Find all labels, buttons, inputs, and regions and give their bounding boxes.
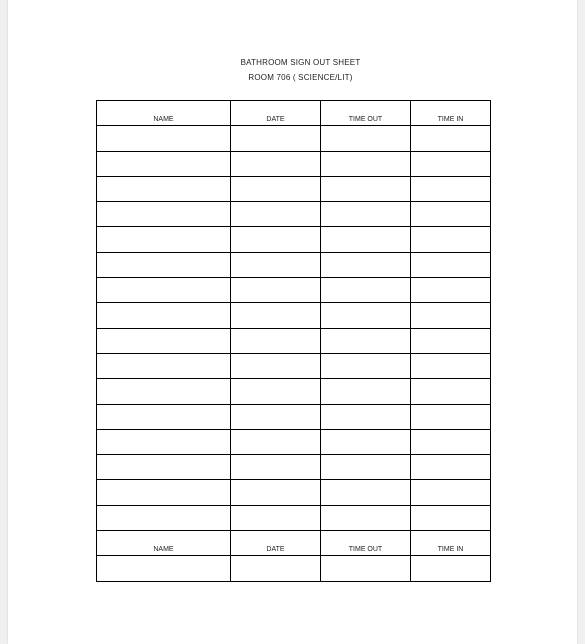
blank-cell-date[interactable]	[231, 505, 321, 530]
blank-cell-date[interactable]	[231, 176, 321, 201]
blank-cell-time-out[interactable]	[321, 176, 411, 201]
blank-cell-date[interactable]	[231, 202, 321, 227]
blank-cell-time-out[interactable]	[321, 353, 411, 378]
blank-cell-time-out[interactable]	[321, 404, 411, 429]
blank-cell-time-in[interactable]	[411, 480, 491, 505]
table-row	[97, 126, 491, 151]
blank-cell-time-in[interactable]	[411, 455, 491, 480]
blank-cell-time-out[interactable]	[321, 455, 411, 480]
table-row	[97, 353, 491, 378]
blank-cell-time-in[interactable]	[411, 429, 491, 454]
header-cell-time-out	[321, 101, 411, 126]
header-label-time-in: TIME IN	[437, 546, 464, 554]
blank-cell-time-out[interactable]	[321, 303, 411, 328]
blank-cell-time-in[interactable]	[411, 328, 491, 353]
table-row	[97, 455, 491, 480]
blank-cell-name[interactable]	[97, 353, 231, 378]
table-row	[97, 480, 491, 505]
header-label-date: DATE	[266, 116, 285, 124]
blank-cell-time-in[interactable]	[411, 202, 491, 227]
blank-cell-date[interactable]	[231, 151, 321, 176]
table-row	[97, 404, 491, 429]
table-row	[97, 252, 491, 277]
blank-cell-time-in[interactable]	[411, 303, 491, 328]
blank-cell-name[interactable]	[97, 176, 231, 201]
header-cell-date	[231, 531, 321, 556]
table-row	[97, 556, 491, 581]
header-row	[97, 101, 491, 126]
blank-cell-date[interactable]	[231, 455, 321, 480]
blank-cell-time-out[interactable]	[321, 227, 411, 252]
header-cell-time-in	[411, 101, 491, 126]
sheet-title: BATHROOM SIGN OUT SHEET	[240, 58, 361, 67]
table-row	[97, 303, 491, 328]
header-label-time-in: TIME IN	[437, 116, 464, 124]
blank-cell-name[interactable]	[97, 328, 231, 353]
blank-cell-time-in[interactable]	[411, 404, 491, 429]
blank-cell-time-in[interactable]	[411, 151, 491, 176]
table-row	[97, 379, 491, 404]
blank-cell-time-out[interactable]	[321, 556, 411, 581]
blank-cell-time-out[interactable]	[321, 151, 411, 176]
header-label-name: NAME	[153, 116, 174, 124]
blank-cell-time-in[interactable]	[411, 176, 491, 201]
header-label-time-out: TIME OUT	[348, 546, 383, 554]
blank-cell-date[interactable]	[231, 429, 321, 454]
blank-cell-time-in[interactable]	[411, 227, 491, 252]
blank-cell-name[interactable]	[97, 126, 231, 151]
blank-cell-date[interactable]	[231, 126, 321, 151]
blank-cell-name[interactable]	[97, 303, 231, 328]
table-row	[97, 227, 491, 252]
header-label-time-out: TIME OUT	[348, 116, 383, 124]
blank-cell-time-out[interactable]	[321, 328, 411, 353]
blank-cell-name[interactable]	[97, 429, 231, 454]
blank-cell-time-out[interactable]	[321, 126, 411, 151]
sheet-subtitle: ROOM 706 ( SCIENCE/LIT)	[248, 73, 353, 82]
blank-cell-date[interactable]	[231, 252, 321, 277]
sign-out-table	[96, 100, 491, 582]
blank-cell-name[interactable]	[97, 379, 231, 404]
header-cell-name	[97, 531, 231, 556]
blank-cell-time-in[interactable]	[411, 126, 491, 151]
table-row	[97, 505, 491, 530]
blank-cell-name[interactable]	[97, 455, 231, 480]
blank-cell-time-out[interactable]	[321, 429, 411, 454]
header-cell-time-out	[321, 531, 411, 556]
blank-cell-date[interactable]	[231, 278, 321, 303]
blank-cell-time-in[interactable]	[411, 556, 491, 581]
blank-cell-time-out[interactable]	[321, 505, 411, 530]
blank-cell-date[interactable]	[231, 379, 321, 404]
blank-cell-name[interactable]	[97, 278, 231, 303]
blank-cell-name[interactable]	[97, 151, 231, 176]
blank-cell-date[interactable]	[231, 227, 321, 252]
blank-cell-name[interactable]	[97, 556, 231, 581]
blank-cell-time-out[interactable]	[321, 252, 411, 277]
blank-cell-name[interactable]	[97, 202, 231, 227]
blank-cell-name[interactable]	[97, 505, 231, 530]
table-row	[97, 278, 491, 303]
blank-cell-time-in[interactable]	[411, 252, 491, 277]
table-row	[97, 151, 491, 176]
header-label-date: DATE	[266, 546, 285, 554]
blank-cell-time-out[interactable]	[321, 379, 411, 404]
table-row	[97, 202, 491, 227]
document-page	[8, 0, 577, 644]
blank-cell-name[interactable]	[97, 227, 231, 252]
footer-header-row	[97, 531, 491, 556]
blank-cell-time-out[interactable]	[321, 278, 411, 303]
blank-cell-time-in[interactable]	[411, 505, 491, 530]
blank-cell-date[interactable]	[231, 404, 321, 429]
blank-cell-name[interactable]	[97, 252, 231, 277]
blank-cell-date[interactable]	[231, 556, 321, 581]
header-cell-date	[231, 101, 321, 126]
blank-cell-date[interactable]	[231, 480, 321, 505]
table-row	[97, 429, 491, 454]
blank-cell-date[interactable]	[231, 353, 321, 378]
blank-cell-name[interactable]	[97, 480, 231, 505]
blank-cell-time-in[interactable]	[411, 278, 491, 303]
blank-cell-time-out[interactable]	[321, 480, 411, 505]
table-row	[97, 328, 491, 353]
header-cell-name	[97, 101, 231, 126]
blank-cell-name[interactable]	[97, 404, 231, 429]
blank-cell-date[interactable]	[231, 328, 321, 353]
table-row	[97, 176, 491, 201]
blank-cell-time-out[interactable]	[321, 202, 411, 227]
blank-cell-time-in[interactable]	[411, 353, 491, 378]
header-cell-time-in	[411, 531, 491, 556]
blank-cell-time-in[interactable]	[411, 379, 491, 404]
header-label-name: NAME	[153, 546, 174, 554]
blank-cell-date[interactable]	[231, 303, 321, 328]
